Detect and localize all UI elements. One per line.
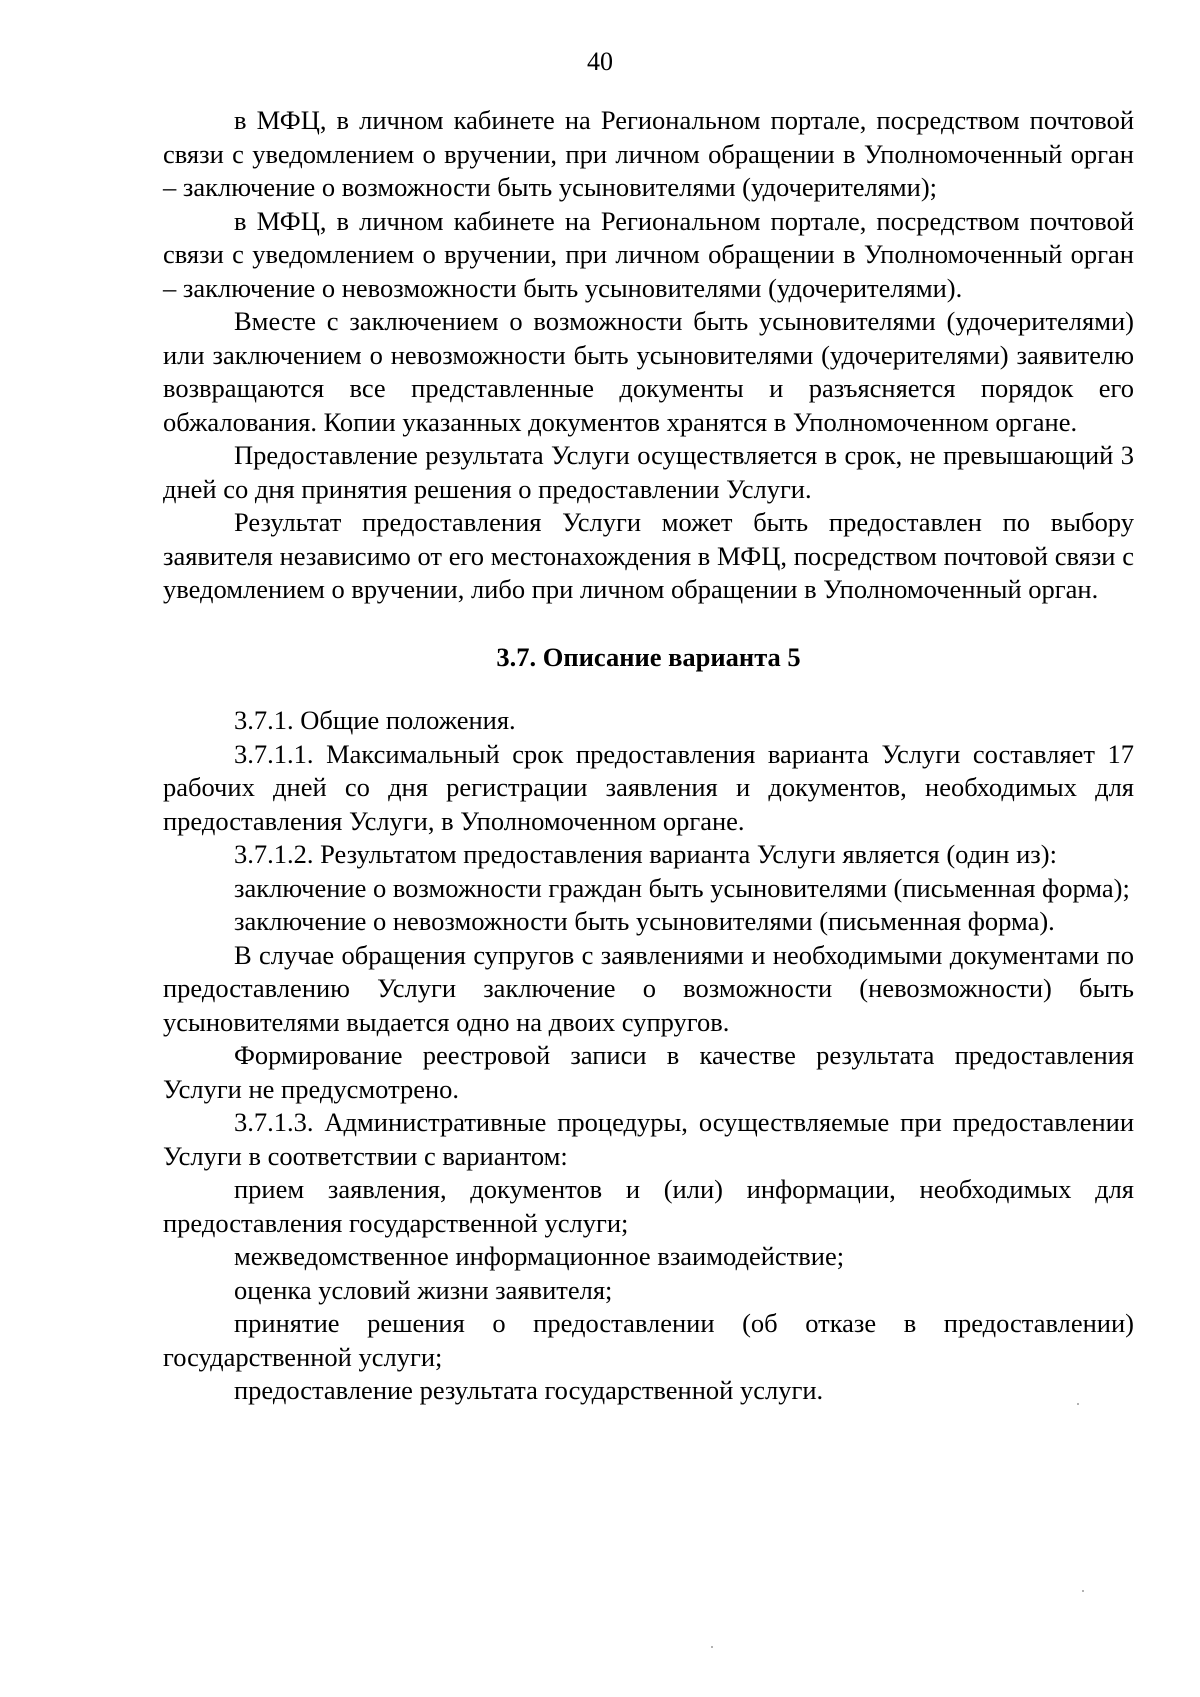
paragraph-spouses: В случае обращения супругов с заявлениями и необходимыми документами по предоставлению Услуги заключение о возможности (невозможности) быть усыновителями выдается одно на двоих супругов. — [163, 939, 1134, 1037]
list-item-intake: прием заявления, документов и (или) информации, необходимых для предоставления государственной услуги; — [163, 1174, 1134, 1238]
scan-speck — [711, 1646, 713, 1648]
scan-speck — [1077, 1403, 1079, 1405]
paragraph-result-deadline: Предоставление результата Услуги осуществляется в срок, не превышающий 3 дней со дня принятия решения о предоставлении Услуги. — [163, 440, 1134, 504]
paragraph-documents-returned: Вместе с заключением о возможности быть усыновителями (удочерителями) или заключением о невозможности быть усыновителями (удочерителями) заявителю возвращаются все представленные документы и разъясняется порядок его обжалования. Копии указанных документов хранятся в Уполномоченном органе. — [163, 306, 1134, 437]
paragraph-admin-procedures: 3.7.1.3. Административные процедуры, осуществляемые при предоставлении Услуги в соответствии с вариантом: — [163, 1107, 1134, 1171]
paragraph-result-delivery: Результат предоставления Услуги может быть предоставлен по выбору заявителя независимо от его местонахождения в МФЦ, посредством почтовой связи с уведомлением о вручении, либо при личном обращении в Уполномоченный орган. — [163, 507, 1134, 604]
paragraph-general-provisions: 3.7.1. Общие положения. — [234, 705, 516, 735]
paragraph-max-term: 3.7.1.1. Максимальный срок предоставления варианта Услуги составляет 17 рабочих дней со дня регистрации заявления и документов, необходимых для предоставления Услуги, в Уполномоченном органе. — [163, 738, 1134, 836]
list-item-decision: принятие решения о предоставлении (об отказе в предоставлении) государственной услуги; — [163, 1308, 1134, 1372]
paragraph-registry-record: Формирование реестровой записи в качестве результата предоставления Услуги не предусмотрено. — [163, 1040, 1134, 1104]
scan-speck — [1082, 1590, 1084, 1592]
list-item-result-delivery: предоставление результата государственной услуги. — [234, 1375, 824, 1405]
list-item-interagency: межведомственное информационное взаимодействие; — [234, 1241, 845, 1271]
page-number: 40 — [587, 47, 613, 76]
list-item-living-conditions: оценка условий жизни заявителя; — [234, 1274, 613, 1305]
list-item-impossibility: заключение о невозможности быть усыновителями (письменная форма). — [234, 906, 1055, 936]
document-body — [163, 104, 1134, 1408]
paragraph-result-negative: в МФЦ, в личном кабинете на Региональном портале, посредством почтовой связи с уведомлением о вручении, при личном обращении в Уполномоченный орган – заключение о невозможности быть усыновителями (удочерителями). — [163, 205, 1134, 303]
paragraph-result-positive: в МФЦ, в личном кабинете на Региональном портале, посредством почтовой связи с уведомлением о вручении, при личном обращении в Уполномоченный орган – заключение о возможности быть усыновителями (удочерителями); — [163, 105, 1134, 202]
list-item-possibility: заключение о возможности граждан быть усыновителями (письменная форма); — [234, 872, 1130, 903]
paragraph-result-type: 3.7.1.2. Результатом предоставления варианта Услуги является (один из): — [234, 839, 1057, 869]
section-heading: 3.7. Описание варианта 5 — [496, 641, 801, 672]
